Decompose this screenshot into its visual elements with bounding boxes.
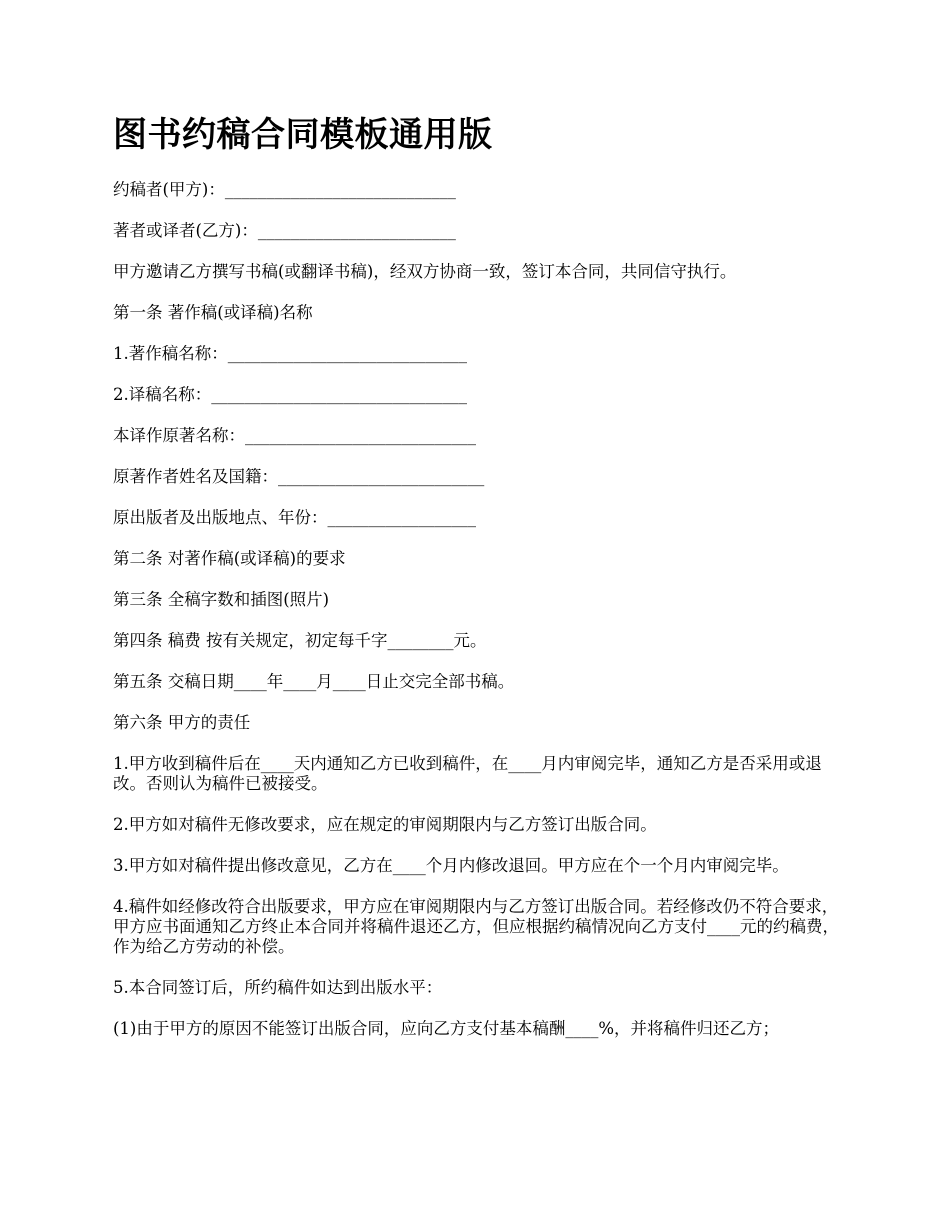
article-4-fee: 第四条 稿费 按有关规定，初定每千字________元。 [113, 631, 487, 650]
original-work-name-line: 本译作原著名称：____________________________ [113, 426, 476, 445]
party-a-line: 约稿者(甲方)：____________________________ [113, 180, 456, 199]
clause-6-4: 4.稿件如经修改符合出版要求，甲方应在审阅期限内与乙方签订出版合同。若经修改仍不符合要求，甲方应书面通知乙方终止本合同并将稿件退还乙方，但应根据约稿情况向乙方支付____元的约稿费，作为给乙方劳动的补偿。 [113, 897, 839, 956]
article-6-heading: 第六条 甲方的责任 [113, 713, 251, 732]
preamble: 甲方邀请乙方撰写书稿(或翻译书稿)，经双方协商一致，签订本合同，共同信守执行。 [113, 262, 737, 281]
clause-6-2: 2.甲方如对稿件无修改要求，应在规定的审阅期限内与乙方签订出版合同。 [113, 815, 657, 834]
article-5-deadline: 第五条 交稿日期____年____月____日止交完全部书稿。 [113, 672, 515, 691]
manuscript-name-line: 1.著作稿名称：_____________________________ [113, 344, 467, 363]
party-b-line: 著者或译者(乙方)：________________________ [113, 221, 456, 240]
original-author-line: 原著作者姓名及国籍：_________________________ [113, 467, 485, 486]
document-title: 图书约稿合同模板通用版 [113, 115, 493, 155]
clause-6-5-1: (1)由于甲方的原因不能签订出版合同，应向乙方支付基本稿酬____%，并将稿件归还乙方； [113, 1019, 780, 1038]
document-page [113, 110, 843, 1060]
clause-6-1: 1.甲方收到稿件后在____天内通知乙方已收到稿件，在____月内审阅完毕，通知乙方是否采用或退改。否则认为稿件已被接受。 [113, 754, 822, 793]
translation-name-line: 2.译稿名称：_______________________________ [113, 385, 467, 404]
original-publisher-line: 原出版者及出版地点、年份：__________________ [113, 508, 476, 527]
article-1-heading: 第一条 著作稿(或译稿)名称 [113, 303, 313, 322]
clause-6-5: 5.本合同签订后，所约稿件如达到出版水平： [113, 978, 443, 997]
article-2-heading: 第二条 对著作稿(或译稿)的要求 [113, 549, 346, 568]
clause-6-3: 3.甲方如对稿件提出修改意见，乙方在____个月内修改退回。甲方应在个一个月内审阅完毕。 [113, 856, 789, 875]
article-3-heading: 第三条 全稿字数和插图(照片) [113, 590, 330, 609]
